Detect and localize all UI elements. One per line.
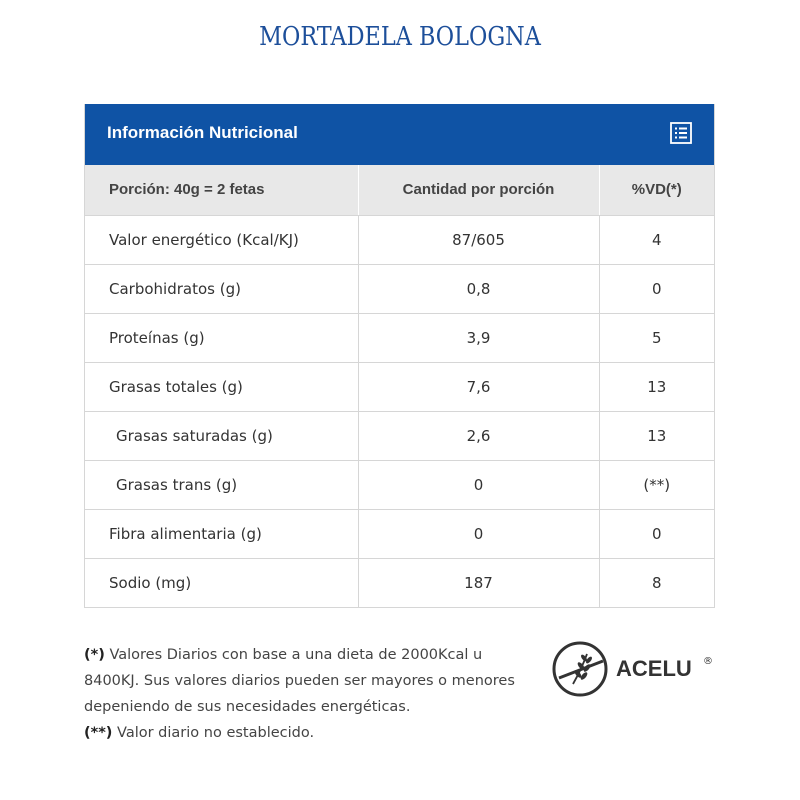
column-header-vd: %VD(*) [599,165,714,215]
row-vd: 4 [599,215,714,264]
column-header-portion: Porción: 40g = 2 fetas [85,165,358,215]
row-label: Grasas trans (g) [85,460,358,509]
panel-title: Información Nutricional [107,123,298,142]
table-row [85,264,714,313]
table-header-row [85,165,714,215]
gluten-free-wheat-icon [551,640,611,700]
acelu-logo-text: ACELU [616,656,692,681]
footnote-not-established [84,720,524,746]
footnote-text: Valor diario no establecido. [112,725,315,741]
row-vd: 0 [599,509,714,558]
table-row [85,558,714,607]
column-header-amount: Cantidad por porción [358,165,599,215]
row-amount: 0 [358,509,599,558]
table-row [85,460,714,509]
panel-header [85,104,714,165]
footnote-mark: (*) [84,647,105,663]
footnotes [84,642,524,746]
page-title: MORTADELA BOLOGNA [259,22,541,52]
registered-mark: ® [703,656,713,667]
footnote-text: Valores Diarios con base a una dieta de 2000Kcal u 8400KJ. Sus valores diarios pueden ser mayores o menores depeniendo de sus necesidades energéticas. [84,647,515,715]
row-label: Grasas totales (g) [85,362,358,411]
row-amount: 0,8 [358,264,599,313]
acelu-logo [551,640,721,700]
row-amount: 87/605 [358,215,599,264]
nutrition-table [85,165,714,607]
nutrition-panel [84,104,715,608]
list-icon[interactable] [670,122,692,144]
row-vd: 13 [599,362,714,411]
table-row [85,411,714,460]
table-row [85,362,714,411]
row-amount: 3,9 [358,313,599,362]
row-amount: 7,6 [358,362,599,411]
row-amount: 0 [358,460,599,509]
row-label: Fibra alimentaria (g) [85,509,358,558]
row-label: Grasas saturadas (g) [85,411,358,460]
row-label: Sodio (mg) [85,558,358,607]
footnote-mark: (**) [84,725,113,741]
row-vd: 5 [599,313,714,362]
table-row [85,313,714,362]
row-label: Proteínas (g) [85,313,358,362]
footnote-daily-values [84,642,524,720]
table-row [85,215,714,264]
row-vd: 13 [599,411,714,460]
row-label: Valor energético (Kcal/KJ) [85,215,358,264]
row-vd: 8 [651,573,662,592]
row-amount: 2,6 [358,411,599,460]
table-row [85,509,714,558]
row-amount: 187 [358,558,599,607]
row-vd: 0 [599,264,714,313]
row-vd: (**) [599,460,714,509]
row-label: Carbohidratos (g) [85,264,358,313]
